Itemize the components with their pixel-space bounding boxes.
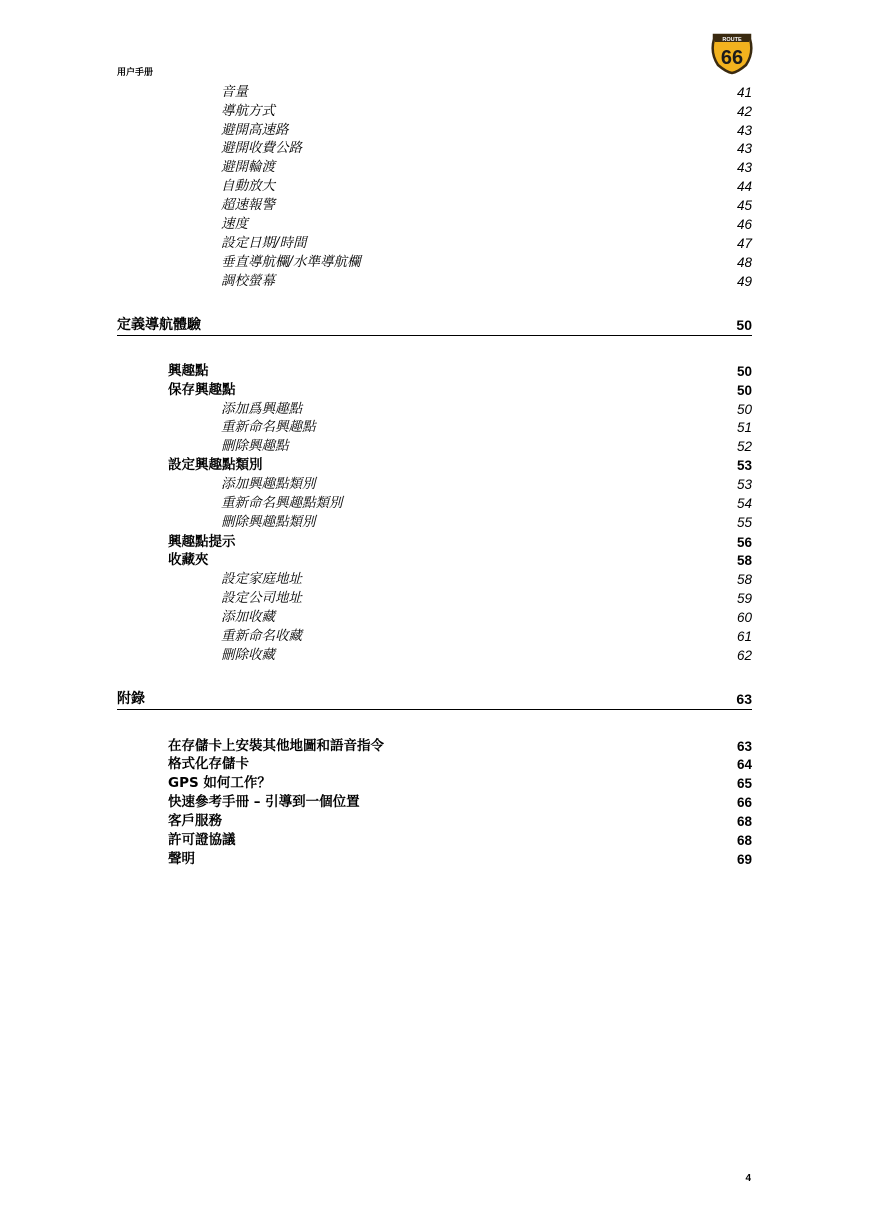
toc-entry-title: 調校螢幕: [221, 273, 275, 289]
toc-entry-title: 添加爲興趣點: [221, 401, 302, 417]
toc-entry[interactable]: [0, 234, 869, 253]
logo-number-text: 66: [720, 47, 744, 69]
toc-entry[interactable]: [0, 437, 869, 456]
toc-entry-page: 55: [736, 515, 752, 530]
toc-entry-title: 避開輪渡: [221, 159, 275, 175]
toc-entry-title: 在存儲卡上安裝其他地圖和語音指令: [168, 738, 384, 754]
toc-entry-page: 50: [736, 402, 752, 417]
toc-entry-title: 音量: [221, 84, 248, 100]
toc-entry[interactable]: [0, 831, 869, 850]
toc-entry-page: 61: [736, 629, 752, 644]
toc-entry-title: 重新命名興趣點類別: [221, 495, 343, 511]
toc-entry-page: 53: [736, 477, 752, 492]
toc-entry-title: 刪除收藏: [221, 647, 275, 663]
toc-entry-title: 速度: [221, 216, 248, 232]
toc-entry-page: 43: [736, 160, 752, 175]
toc-entry-title: 興趣點提示: [168, 534, 236, 550]
toc-entry[interactable]: [0, 551, 869, 570]
toc-entry-title: 客戶服務: [168, 813, 222, 829]
toc-entry-page: 56: [736, 535, 752, 550]
toc-entry-page: 45: [736, 198, 752, 213]
toc-entry-title: 重新命名收藏: [221, 628, 302, 644]
toc-entry-page: 43: [736, 123, 752, 138]
toc-entry[interactable]: [0, 177, 869, 196]
toc-entry-title: 避開收費公路: [221, 140, 302, 156]
toc-entry[interactable]: [0, 812, 869, 831]
toc-entry-page: 58: [736, 572, 752, 587]
toc-entry-page: 50: [736, 364, 752, 379]
toc-entry-page: 64: [736, 757, 752, 772]
toc-entry[interactable]: [0, 646, 869, 665]
toc-entry-page: 66: [736, 795, 752, 810]
toc-entry[interactable]: [0, 253, 869, 272]
toc-entry-title: 設定公司地址: [221, 590, 302, 606]
toc-entry-page: 46: [736, 217, 752, 232]
toc-entry-page: 53: [736, 458, 752, 473]
toc-entry-page: 48: [736, 255, 752, 270]
toc-entry[interactable]: [0, 272, 869, 291]
toc-entry-title: 導航方式: [221, 103, 275, 119]
toc-entry-page: 59: [736, 591, 752, 606]
toc-entry-title: 添加興趣點類別: [221, 476, 316, 492]
toc-entry-page: 58: [736, 553, 752, 568]
toc-entry-page: 65: [736, 776, 752, 791]
toc-entry[interactable]: [0, 400, 869, 419]
toc-entry[interactable]: [0, 196, 869, 215]
toc-entry-title: 超速報警: [221, 197, 275, 213]
toc-entry[interactable]: [0, 83, 869, 102]
toc-chapter-page: 50: [736, 317, 752, 333]
toc-entry[interactable]: [0, 608, 869, 627]
toc-entry-page: 50: [736, 383, 752, 398]
toc-entry-page: 54: [736, 496, 752, 511]
toc-entry[interactable]: [0, 850, 869, 869]
toc-entry-page: 42: [736, 104, 752, 119]
toc-entry[interactable]: [0, 755, 869, 774]
toc-entry-page: 62: [736, 648, 752, 663]
toc-entry-page: 69: [736, 852, 752, 867]
toc-entry[interactable]: [0, 793, 869, 812]
toc-entry[interactable]: [0, 475, 869, 494]
toc-entry[interactable]: [0, 513, 869, 532]
toc-entry-title: 快速參考手冊 – 引導到一個位置: [168, 794, 360, 810]
toc-entry-title: 格式化存儲卡: [168, 756, 249, 772]
toc-entry[interactable]: [0, 102, 869, 121]
toc-entry[interactable]: [0, 158, 869, 177]
toc-entry-title: 收藏夾: [168, 552, 209, 568]
toc-entry[interactable]: [0, 774, 869, 793]
toc-entry-page: 52: [736, 439, 752, 454]
toc-entry[interactable]: [0, 215, 869, 234]
toc-entry-title: 設定家庭地址: [221, 571, 302, 587]
toc-entry-title: 刪除興趣點: [221, 438, 289, 454]
toc-entry-title: 添加收藏: [221, 609, 275, 625]
toc-entry[interactable]: [0, 627, 869, 646]
toc-entry[interactable]: [0, 381, 869, 400]
toc-entry-page: 60: [736, 610, 752, 625]
toc-entry-page: 43: [736, 141, 752, 156]
toc-entry[interactable]: [0, 570, 869, 589]
toc-entry-title: 許可證協議: [168, 832, 236, 848]
toc-chapter-page: 63: [736, 691, 752, 707]
toc-chapter-title: 定義導航體驗: [117, 317, 201, 333]
toc-entry-title: 避開高速路: [221, 122, 289, 138]
toc-chapter[interactable]: [117, 315, 752, 336]
toc-entry-page: 41: [736, 85, 752, 100]
toc-entry[interactable]: [0, 121, 869, 140]
toc-entry[interactable]: [0, 456, 869, 475]
toc-entry[interactable]: [0, 533, 869, 552]
toc-entry[interactable]: [0, 362, 869, 381]
toc-entry-page: 44: [736, 179, 752, 194]
toc-entry-page: 49: [736, 274, 752, 289]
toc-entry-title: 保存興趣點: [168, 382, 236, 398]
header-label: 用户手册: [117, 68, 154, 78]
toc-chapter-title: 附錄: [117, 691, 145, 707]
toc-entry[interactable]: [0, 494, 869, 513]
toc-entry[interactable]: [0, 589, 869, 608]
toc-entry-page: 47: [736, 236, 752, 251]
toc-entry-title: 設定興趣點類別: [168, 457, 263, 473]
toc-entry-title: 聲明: [168, 851, 195, 867]
toc-entry[interactable]: [0, 418, 869, 437]
toc-entry-page: 68: [736, 833, 752, 848]
toc-entry-title: 自動放大: [221, 178, 275, 194]
toc-entry-title: 重新命名興趣點: [221, 419, 316, 435]
toc-entry-title: 設定日期/時間: [221, 235, 307, 251]
toc-entry-page: 51: [736, 420, 752, 435]
toc-entry-page: 63: [736, 739, 752, 754]
page-number: 4: [745, 1173, 751, 1184]
toc-entry-title: GPS 如何工作？: [168, 775, 271, 791]
toc-chapter[interactable]: [117, 689, 752, 710]
logo-route-text: ROUTE: [722, 37, 742, 43]
toc-entry[interactable]: [0, 737, 869, 756]
toc-entry-title: 垂直導航欄/水準導航欄: [221, 254, 361, 270]
toc-entry[interactable]: [0, 139, 869, 158]
toc-entry-title: 刪除興趣點類別: [221, 514, 316, 530]
toc-entry-page: 68: [736, 814, 752, 829]
toc-entry-title: 興趣點: [168, 363, 209, 379]
